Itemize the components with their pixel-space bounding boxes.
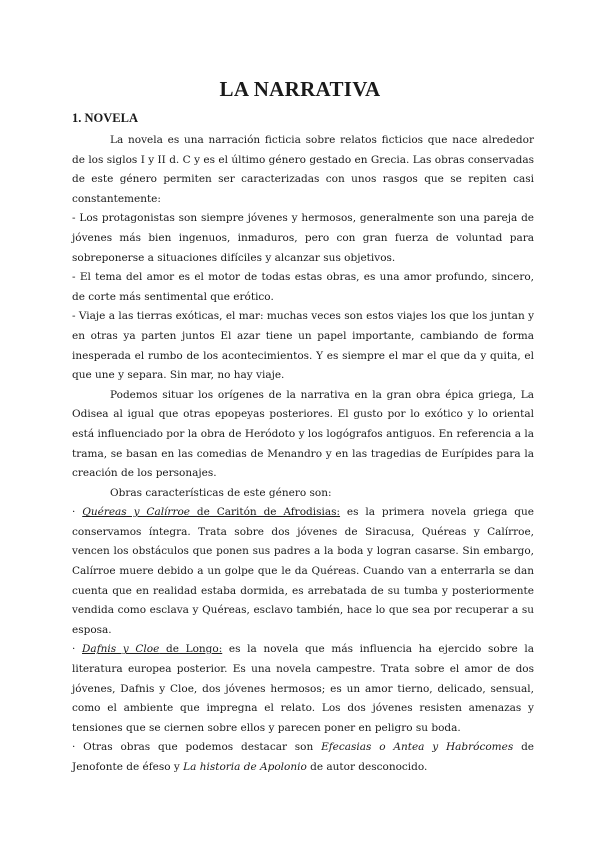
- paragraph-other-works: [72, 738, 534, 777]
- paragraph-works-intro: Obras características de este género son:: [110, 486, 332, 499]
- paragraph-work-chaereas: [72, 503, 534, 640]
- work-author: de Longo:: [159, 643, 223, 656]
- work-title-apollonius: La historia de Apolonio: [183, 761, 307, 773]
- work-title-underlined: [82, 506, 340, 518]
- document-body: [72, 131, 534, 778]
- work-title-ephesiaca: Efecasias o Antea y Habrócomes: [321, 741, 514, 754]
- work-title-underlined: [82, 643, 222, 655]
- work-description: es la primera novela griega que conservamos íntegra. Trata sobre dos jóvenes de Siracusa, Quéreas y Calírroe, vencen los obstáculos que ponen sus padres a la boda y logran casarse. Sin embargo, Calírroe muere debido a un golpe que le da Quéreas. Cuando van a enterrarla se dan cuenta que en realidad estaba dormida, es arrebatada de su tumba y posteriormente vendida como esclava y Quéreas, esclavo también, hace lo que sea por recuperar a su esposa.: [72, 506, 534, 636]
- other-works-lead: · Otras obras que podemos destacar son: [72, 741, 322, 754]
- paragraph-intro: La novela es una narración ficticia sobre relatos ficticios que nace alrededor de los siglos I y II d. C y es el último género gestado en Grecia. Las obras conservadas de este género permiten ser caracterizadas con unos rasgos que se repiten casi constantemente:: [72, 134, 534, 205]
- other-works-mid: de Jenofonte de éfeso y: [72, 741, 535, 773]
- work-title: Quéreas y Calírroe: [82, 506, 190, 519]
- work-description: es la novela que más influencia ha ejercido sobre la literatura europea posterior. Es una novela campestre. Trata sobre el amor de dos jóvenes, Dafnis y Cloe, dos jóvenes hermosos; es un amor tierno, delicado, sensual, como el ambiente que impregna el relato. Los dos jóvenes resisten amenazas y tensiones que se ciernen sobre ellos y parecen poner en peligro su boda.: [72, 643, 534, 734]
- paragraph-origins: Podemos situar los orígenes de la narrativa en la gran obra épica griega, La Odisea al igual que otras epopeyas posteriores. El gusto por lo exótico y lo oriental está influenciado por la obra de Heródoto y los logógrafos antiguos. En referencia a la trama, se basan en las comedias de Menandro y en las tragedias de Eurípides para la creación de los personajes.: [72, 388, 534, 480]
- section-heading: 1. NOVELA: [72, 111, 138, 125]
- document-title: LA NARRATIVA: [219, 77, 381, 101]
- bullet: ·: [72, 506, 83, 519]
- paragraph-work-daphnis: [72, 640, 534, 738]
- paragraph-travel: - Viaje a las tierras exóticas, el mar: muchas veces son estos viajes los que los juntan y en otras ya parten juntos El azar tiene un papel importante, cambiando de forma inesperada el rumbo de los acontecimientos. Y es siempre el mar el que da y quita, el que une y separa. Sin mar, no hay viaje.: [72, 310, 534, 382]
- paragraph-love-theme: - El tema del amor es el motor de todas estas obras, es una amor profundo, sincero, de corte más sentimental que erótico.: [72, 271, 534, 303]
- bullet: ·: [72, 643, 83, 656]
- other-works-tail: de autor desconocido.: [306, 761, 428, 773]
- work-author: de Caritón de Afrodisias:: [190, 506, 341, 519]
- work-title: Dafnis y Cloe: [82, 643, 160, 656]
- paragraph-protagonists: - Los protagonistas son siempre jóvenes y hermosos, generalmente son una pareja de jóvenes más bien ingenuos, inmaduros, pero con gran fuerza de voluntad para sobreponerse a situaciones difíciles y alcanzar sus objetivos.: [72, 212, 534, 264]
